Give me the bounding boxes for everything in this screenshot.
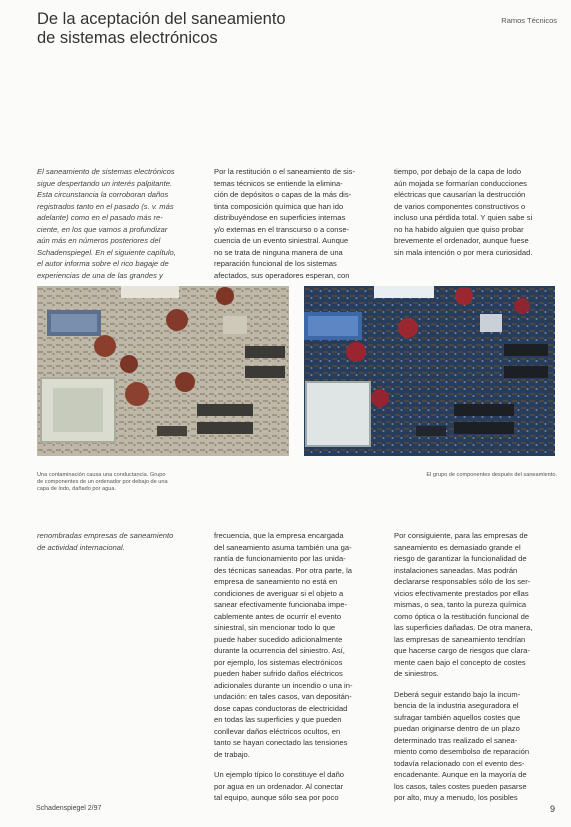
- page-title: De la aceptación del saneamiento de sistemas electrónicos: [37, 10, 286, 47]
- section-tag: Ramos Técnicos: [501, 16, 557, 25]
- publication-name: Schadenspiegel 2/97: [36, 805, 102, 812]
- body-paragraph: Deberá seguir estando bajo la incum- bencia de la industria aseguradora el sufragar también aquellos costes que puedan originarse dentro de un plazo determinado tras realizado el sanea- miento como desembolso de reparación todavía relacionado con el evento des- encadenante. Aunque en la mayoría de los casos, tales costes pueden pasarse por alto, muy a menudo, los posibles: [394, 689, 530, 802]
- bottom-column-left: [37, 530, 197, 562]
- page-number: 9: [549, 804, 555, 814]
- body-paragraph: Por consiguiente, para las empresas de saneamiento es demasiado grande el riesgo de garantizar la funcionalidad de instalaciones saneadas. Mas podrán declararse responsables sólo de los ser- vicios efectivamente prestados por ellas mismas, o sea, tanto la pureza química como óptica o la restitución funcional de las superficies dañadas. De otra manera, las empresas de saneamiento tendrían que hacerse cargo de riesgos que clara- mente caen bajo el concepto de costes de siniestros.: [394, 531, 533, 678]
- intro-column: [37, 166, 197, 290]
- intro-paragraph-end: renombradas empresas de saneamiento de actividad internacional.: [37, 531, 174, 552]
- top-column-middle: [214, 166, 374, 290]
- photo-contaminated-board: [37, 286, 289, 456]
- intro-paragraph: El saneamiento de sistemas electrónicos sigue despertando un interés palpitante. Esta circunstancia la corroboran daños registrados tanto en el pasado (s. v. más adelante) como en el pasado más re- ciente, en los que vamos a profundizar aún más en números posteriores del Schadenspiegel. En el siguiente capítulo, el autor informa sobre el rico bagaje de experiencias de una de las grandes y: [37, 167, 176, 280]
- top-column-right: [394, 166, 560, 267]
- photo-cleaned-board: [304, 286, 555, 456]
- photo-caption-left: Una contaminación causa una conductancia. Grupo de componentes de un ordenador por debajo de una capa de lodo, dañado por agua.: [37, 472, 168, 492]
- body-paragraph: frecuencia, que la empresa encargada del saneamiento asuma también una ga- rantía de funcionamiento por las unida- des técnicas saneadas. Por otra parte, la empresa de saneamiento no está en condiciones de averiguar si el objeto a sanear efectivamente funcionaba impe- cablemente antes de ocurrir el evento siniestral, sin mencionar todo lo que puede haber sucedido adicionalmente durante la ocurrencia del siniestro. Así, por ejemplo, los sistemas electrónicos pueden haber sufrido daños eléctricos adicionales durante un incendio o una in- undación: en tales casos, van depositán- dose capas conductoras de electricidad en todas las superficies y que pueden conllevar daños eléctricos ocultos, en tanto se hayan conectado las tensiones de trabajo.: [214, 531, 353, 759]
- bottom-column-right: [394, 530, 560, 813]
- body-paragraph: Por la restitución o el saneamiento de sis- temas técnicos se entiende la elimina- ción de depósitos o capas de la más dis- tinta composición química que han ido distribuyéndose en superficies internas y/o externas en el transcurso o a conse- cuencia de un evento siniestral. Aunque no se trata de ninguna manera de una reparación funcional de los sistemas afectados, sus operadores esperan, con: [214, 167, 355, 280]
- photo-caption-right: El grupo de componentes después del saneamiento.: [426, 472, 557, 478]
- bottom-column-middle: [214, 530, 374, 813]
- body-paragraph: tiempo, por debajo de la capa de lodo aún mojada se formarían conducciones eléctricas que causarían la destrucción de varios componentes constructivos o incluso una pérdida total. Y quien sabe si no ha habido alguien que quiso probar brevemente el ordenador, aunque fuese sin mala intención o por mera curiosidad.: [394, 167, 533, 257]
- body-paragraph: Un ejemplo típico lo constituye el daño por agua en un ordenador. Al conectar tal equipo, aunque sólo sea por poco: [214, 770, 345, 802]
